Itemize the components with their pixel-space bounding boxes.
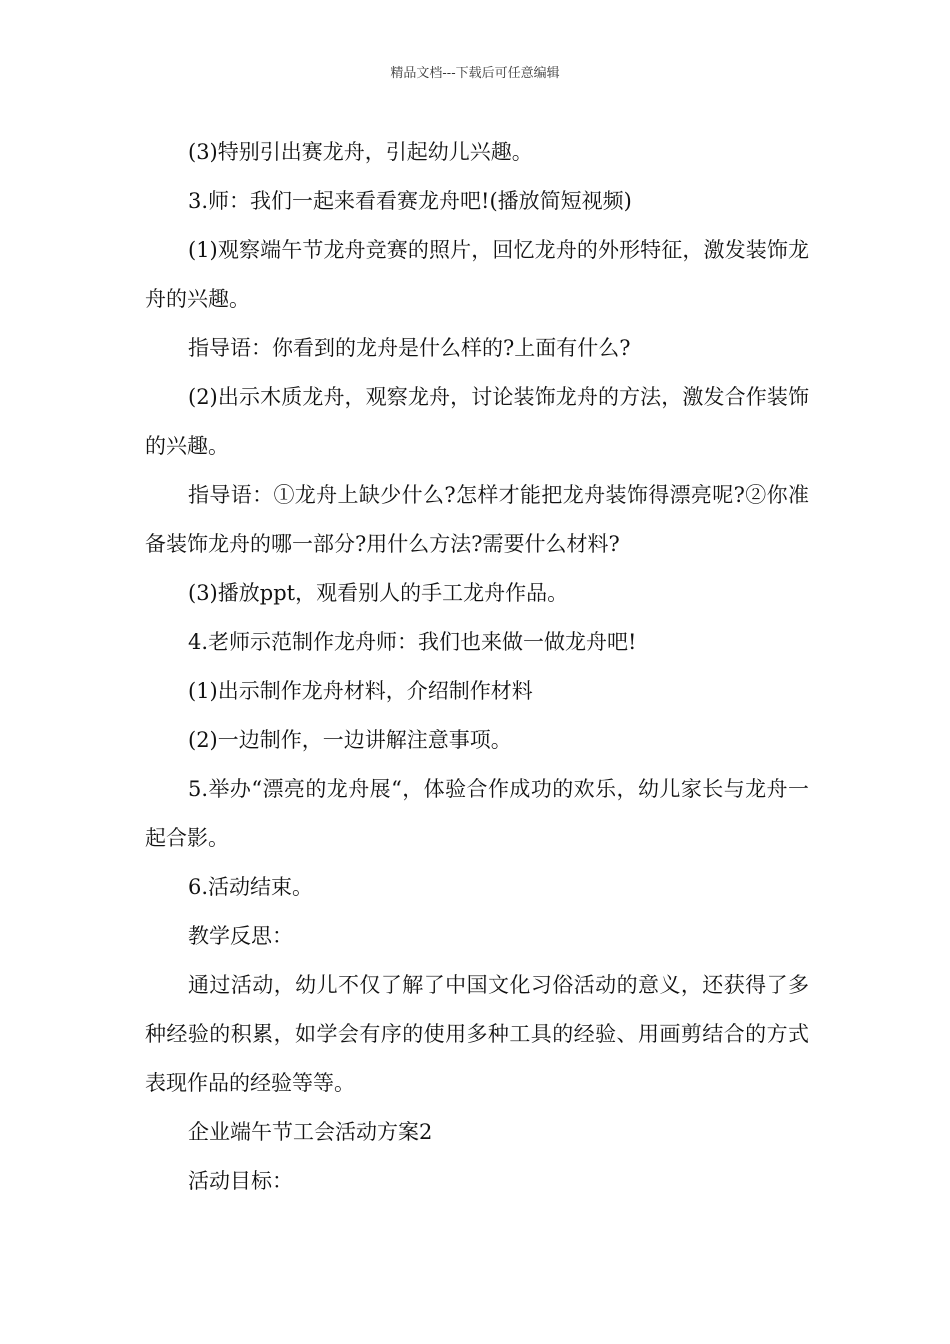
paragraph: 5.举办“漂亮的龙舟展“，体验合作成功的欢乐，幼儿家长与龙舟一起合影。	[145, 777, 809, 850]
paragraph: 通过活动，幼儿不仅了解了中国文化习俗活动的意义，还获得了多种经验的积累，如学会有序的使用多种工具的经验、用画剪结合的方式表现作品的经验等等。	[145, 973, 809, 1095]
paragraph: 3.师：我们一起来看看赛龙舟吧!(播放简短视频)	[188, 189, 632, 213]
paragraph: 4.老师示范制作龙舟师：我们也来做一做龙舟吧!	[188, 630, 637, 654]
paragraph: 6.活动结束。	[188, 875, 314, 899]
paragraph: 指导语：①龙舟上缺少什么?怎样才能把龙舟装饰得漂亮呢?②你准备装饰龙舟的哪一部分?用什么方法?需要什么材料?	[145, 483, 809, 556]
paragraph: 教学反思：	[188, 924, 293, 948]
paragraph: 指导语：你看到的龙舟是什么样的?上面有什么?	[188, 336, 631, 360]
page-header: 精品文档---下载后可任意编辑	[390, 66, 560, 81]
paragraph: (3)特别引出赛龙舟，引起幼儿兴趣。	[188, 140, 533, 164]
paragraph: (2)出示木质龙舟，观察龙舟，讨论装饰龙舟的方法，激发合作装饰的兴趣。	[145, 385, 809, 458]
paragraph: (1)出示制作龙舟材料，介绍制作材料	[188, 679, 533, 703]
section-title: 企业端午节工会活动方案2	[188, 1120, 433, 1144]
paragraph: (1)观察端午节龙舟竞赛的照片，回忆龙舟的外形特征，激发装饰龙舟的兴趣。	[145, 238, 809, 311]
paragraph: (3)播放ppt，观看别人的手工龙舟作品。	[188, 581, 569, 605]
paragraph: 活动目标：	[188, 1169, 293, 1193]
document-body	[145, 128, 809, 1206]
paragraph: (2)一边制作，一边讲解注意事项。	[188, 728, 512, 752]
